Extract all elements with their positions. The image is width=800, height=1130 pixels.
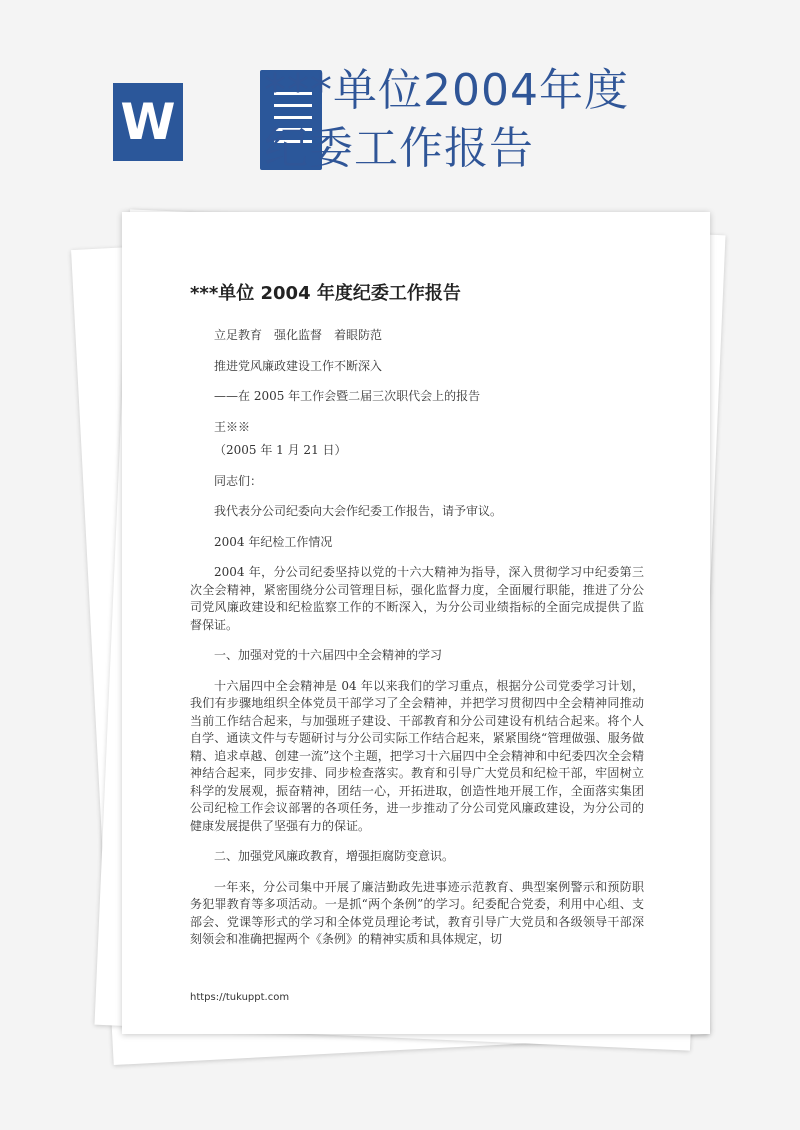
author-line: 王※※ [214, 419, 251, 434]
document-page [122, 212, 710, 1034]
subsection-heading: 一、加强对党的十六届四中全会精神的学习 [214, 648, 443, 662]
document-title: ***单位 2004 年度纪委工作报告 [190, 283, 461, 304]
intro-line: 我代表分公司纪委向大会作纪委工作报告，请予审议。 [214, 504, 503, 518]
document-body [190, 327, 644, 949]
greeting-line: 同志们： [214, 473, 263, 488]
footer-url: https://tukuppt.com [190, 992, 290, 1003]
paragraph: 十六届四中全会精神是 04 年以来我们的学习重点，根据分公司党委学习计划，我们有步骤地组织全体党员干部学习了全会精神，并把学习贯彻四中全会精神同推动当前工作结合起来，与加强班子建设、干部教育和分公司建设有机结合起来。将个人自学、通读文件与专题研讨与分公司实际工作结合起来，紧紧围绕“管理做强、服务做精、追求卓越、创建一流”这个主题，把学习十六届四中全会精神和中纪委四次全会精神结合起来，同步安排、同步检查落实。教育和引导广大党员和纪检干部，牢固树立科学的发展观，振奋精神，团结一心，开拓进取，创造性地开展工作，全面落实集团公司纪检工作会议部署的各项任务，进一步推动了分公司党风廉政建设，为分公司的健康发展提供了坚强有力的保证。 [190, 678, 644, 833]
banner-title: ***单位2004年度纪委工作报告 [264, 65, 629, 174]
date-line: （2005 年 1 月 21 日） [214, 443, 347, 457]
section-heading: 2004 年纪检工作情况 [214, 534, 333, 549]
motto-line: 立足教育 强化监督 着眼防范 [214, 328, 383, 342]
word-w-badge: W [110, 80, 186, 164]
paragraph: 2004 年，分公司纪委坚持以党的十六大精神为指导，深入贯彻学习中纪委第三次全会精神，紧密围绕分公司管理目标，强化监督力度，全面履行职能，推进了分公司党风廉政建设和纪检监察工作的不断深入，为分公司业绩指标的全面完成提供了监督保证。 [190, 565, 644, 632]
paragraph: 一年来，分公司集中开展了廉洁勤政先进事迹示范教育、典型案例警示和预防职务犯罪教育等多项活动。一是抓“两个条例”的学习。纪委配合党委，利用中心组、支部会、党课等形式的学习和全体党员理论考试，教育引导广大党员和各级领导干部深刻领会和准确把握两个《条例》的精神实质和具体规定，切 [190, 879, 644, 946]
word-app-icon [110, 70, 222, 170]
subtitle-line: 推进党风廉政建设工作不断深入 [214, 358, 383, 373]
subsection-heading: 二、加强党风廉政教育，增强拒腐防变意识。 [214, 849, 455, 863]
occasion-line: ——在 2005 年工作会暨二届三次职代会上的报告 [214, 389, 481, 403]
